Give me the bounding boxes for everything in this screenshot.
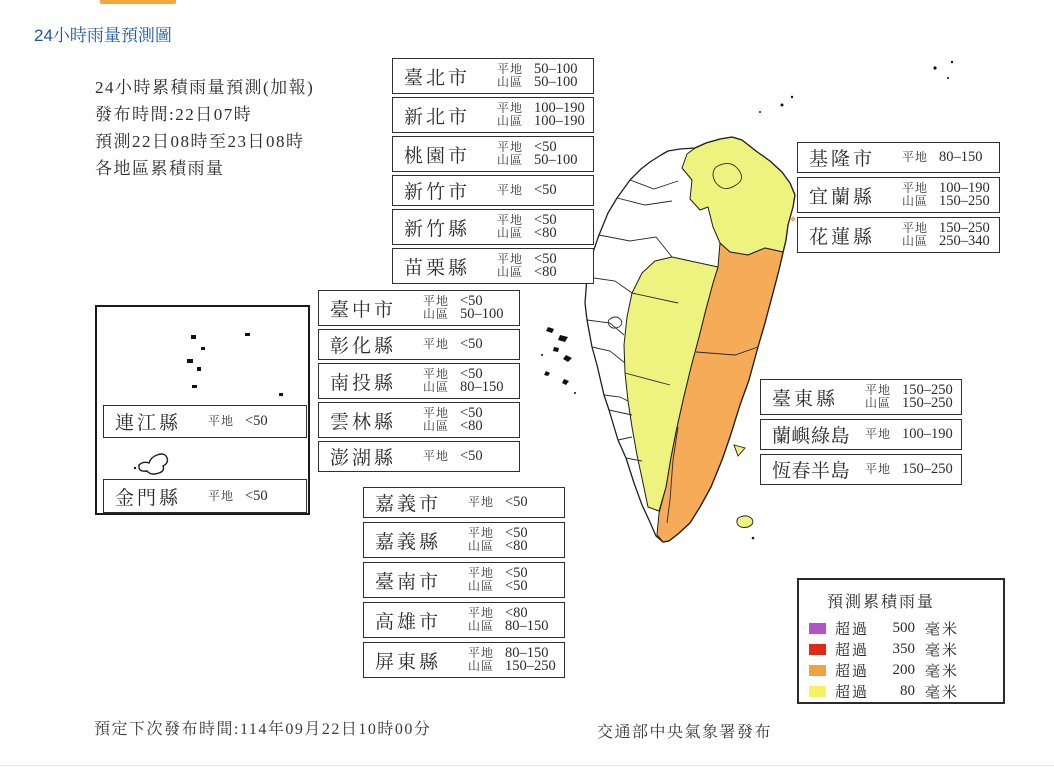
region-name: 連江縣 <box>115 413 182 434</box>
plain-label: 平地 <box>497 183 524 197</box>
plain-label: 平地 <box>497 140 524 154</box>
region-box-changhua <box>318 329 520 360</box>
region-name: 臺中市 <box>330 299 397 321</box>
plain-value: <50 <box>505 494 528 510</box>
legend-value: 350 <box>892 641 916 657</box>
green-island <box>734 445 745 456</box>
plain-value: <50 <box>534 212 557 228</box>
plain-value: 100–190 <box>534 100 585 116</box>
plain-label: 平地 <box>497 62 524 76</box>
plain-value: <50 <box>534 182 557 198</box>
plain-label: 平地 <box>423 449 450 463</box>
plain-value: <50 <box>534 139 557 155</box>
region-name: 屏東縣 <box>375 651 442 673</box>
region-box-taoyuan <box>392 136 594 172</box>
region-box-kinmen <box>103 479 307 513</box>
region-name: 苗栗縣 <box>404 257 471 279</box>
region-box-taipei <box>392 58 594 94</box>
mountain-value: <50 <box>505 578 528 594</box>
plain-label: 平地 <box>423 406 450 420</box>
region-name: 臺東縣 <box>772 388 839 410</box>
plain-value: <50 <box>505 565 528 581</box>
region-box-taichung <box>318 290 520 326</box>
plain-value: 80–150 <box>939 149 983 165</box>
region-name: 花蓮縣 <box>809 226 876 248</box>
plain-value: <50 <box>460 366 483 382</box>
plain-label: 平地 <box>497 213 524 227</box>
plain-value: <50 <box>245 487 268 504</box>
mountain-label: 山區 <box>497 75 524 89</box>
bottom-divider <box>0 765 1054 766</box>
forecast-header <box>95 74 314 182</box>
plain-label: 平地 <box>902 181 929 195</box>
legend-value: 200 <box>892 662 916 678</box>
plain-label: 平地 <box>902 221 929 235</box>
mountain-label: 山區 <box>497 226 524 240</box>
forecast-title: 24小時累積雨量預測(加報) <box>95 78 315 97</box>
mountain-label: 山區 <box>423 419 450 433</box>
legend-value: 80 <box>900 683 916 699</box>
issue-time: 發布時間:22日07時 <box>95 105 253 124</box>
issuing-agency: 交通部中央氣象署發布 <box>597 724 773 741</box>
region-box-hsinchu-county <box>392 209 594 245</box>
mountain-value: 80–150 <box>460 379 504 395</box>
region-box-penghu <box>318 441 520 472</box>
region-name: 南投縣 <box>330 372 397 394</box>
region-box-chiayi-county <box>363 522 565 558</box>
plain-value: 50–100 <box>534 61 578 77</box>
region-column-central <box>318 290 520 472</box>
mountain-value: 50–100 <box>534 74 578 90</box>
valid-period: 預測22日08時至23日08時 <box>95 132 305 151</box>
legend-panel <box>797 578 1005 704</box>
plain-value: <50 <box>245 413 268 429</box>
region-name: 新北市 <box>404 106 471 128</box>
region-box-chiayi-city <box>363 487 565 518</box>
region-box-keelung <box>797 142 1000 173</box>
region-column-southeast <box>760 379 962 485</box>
region-box-yunlin <box>318 402 520 438</box>
mountain-label: 山區 <box>902 194 929 208</box>
mountain-value: 150–250 <box>902 395 953 411</box>
region-box-hsinchu-city <box>392 175 594 206</box>
region-column-south <box>363 487 565 678</box>
region-name: 雲林縣 <box>330 411 397 433</box>
mountain-value: 50–100 <box>534 152 578 168</box>
plain-label: 平地 <box>468 606 495 620</box>
legend-swatch-orange <box>809 665 826 676</box>
plain-value: 100–190 <box>902 426 953 442</box>
mountain-value: 100–190 <box>534 113 585 129</box>
plain-label: 平地 <box>497 252 524 266</box>
legend-swatch-yellow <box>809 686 826 697</box>
map-region-north-over80 <box>682 137 795 255</box>
mountain-value: <80 <box>505 538 528 554</box>
mountain-value: <80 <box>534 225 557 241</box>
plain-value: <50 <box>460 293 483 309</box>
mountain-value: 150–250 <box>939 193 990 209</box>
mountain-label: 山區 <box>423 307 450 321</box>
plain-label: 平地 <box>468 646 495 660</box>
region-box-lanyu-green-island <box>760 419 962 450</box>
region-name: 嘉義縣 <box>375 531 442 553</box>
region-name: 桃園市 <box>404 145 471 167</box>
mountain-value: <80 <box>534 264 557 280</box>
mountain-label: 山區 <box>497 153 524 167</box>
plain-label: 平地 <box>865 462 892 476</box>
plain-label: 平地 <box>468 495 495 509</box>
legend-title: 預測累積雨量 <box>827 594 936 611</box>
plain-label: 平地 <box>902 150 929 164</box>
next-issue-time: 預定下次發布時間:114年09月22日10時00分 <box>94 721 432 738</box>
page-title-tab[interactable]: 24小時雨量預測圖 <box>34 26 172 45</box>
region-box-kaohsiung <box>363 602 565 638</box>
region-name: 新竹縣 <box>404 218 471 240</box>
region-name: 彰化縣 <box>330 336 397 357</box>
mountain-label: 山區 <box>865 396 892 410</box>
region-box-yilan <box>797 177 1000 213</box>
region-box-nantou <box>318 363 520 399</box>
plain-label: 平地 <box>423 337 450 351</box>
plain-label: 平地 <box>497 101 524 115</box>
region-box-pingtung <box>363 642 565 678</box>
penghu-islands <box>541 327 576 394</box>
plain-value: <80 <box>505 605 528 621</box>
mountain-label: 山區 <box>468 539 495 553</box>
region-box-new-taipei <box>392 97 594 133</box>
mountain-label: 山區 <box>902 234 929 248</box>
legend-swatch-purple <box>809 623 826 634</box>
plain-value: <50 <box>534 251 557 267</box>
mountain-value: 150–250 <box>505 658 556 674</box>
legend-row-500: 超過 500 毫米 <box>799 618 1003 639</box>
region-name: 宜蘭縣 <box>809 186 876 208</box>
plain-value: 80–150 <box>505 645 549 661</box>
region-box-hualien <box>797 217 1000 253</box>
plain-label: 平地 <box>423 294 450 308</box>
plain-value: <50 <box>460 448 483 464</box>
plain-label: 平地 <box>865 383 892 397</box>
region-box-taitung <box>760 379 962 415</box>
region-name: 金門縣 <box>115 487 182 509</box>
mountain-value: 250–340 <box>939 233 990 249</box>
plain-value: <50 <box>460 405 483 421</box>
mountain-label: 山區 <box>468 579 495 593</box>
plain-label: 平地 <box>208 488 235 503</box>
plain-value: <50 <box>505 525 528 541</box>
active-tab-indicator <box>100 0 176 4</box>
mountain-value: <80 <box>460 418 483 434</box>
mountain-label: 山區 <box>423 380 450 394</box>
region-name: 臺北市 <box>404 67 471 89</box>
region-box-tainan <box>363 562 565 598</box>
legend-row-80: 超過 80 毫米 <box>799 681 1003 702</box>
mountain-label: 山區 <box>497 265 524 279</box>
region-name: 臺南市 <box>375 571 442 593</box>
plain-value: <50 <box>460 336 483 352</box>
region-box-lienchiang <box>103 405 307 438</box>
mountain-label: 山區 <box>468 619 495 633</box>
mountain-label: 山區 <box>497 114 524 128</box>
forecast-subtitle: 各地區累積雨量 <box>95 159 225 178</box>
offshore-islands-panel <box>95 305 310 515</box>
plain-label: 平地 <box>208 414 235 428</box>
region-name: 新竹市 <box>404 182 471 203</box>
region-name: 高雄市 <box>375 611 442 633</box>
plain-label: 平地 <box>468 526 495 540</box>
region-column-north <box>392 58 594 284</box>
region-column-northeast <box>797 142 1000 253</box>
plain-value: 150–250 <box>902 461 953 477</box>
region-name: 恆春半島 <box>772 461 851 482</box>
legend-value: 500 <box>892 620 916 636</box>
legend-row-350: 超過 350 毫米 <box>799 639 1003 660</box>
legend-swatch-red <box>809 644 826 655</box>
plain-value: 150–250 <box>902 382 953 398</box>
region-name: 蘭嶼綠島 <box>772 426 851 447</box>
plain-value: 100–190 <box>939 180 990 196</box>
mountain-value: 50–100 <box>460 306 504 322</box>
region-name: 基隆市 <box>809 149 876 170</box>
plain-label: 平地 <box>468 566 495 580</box>
orchid-island <box>737 516 753 528</box>
region-box-miaoli <box>392 248 594 284</box>
kinmen-island-outline <box>133 449 177 475</box>
plain-label: 平地 <box>865 427 892 441</box>
region-box-hengchun-peninsula <box>760 454 962 485</box>
plain-label: 平地 <box>423 367 450 381</box>
legend-row-200: 超過 200 毫米 <box>799 660 1003 681</box>
region-name: 嘉義市 <box>375 494 442 515</box>
mountain-value: 80–150 <box>505 618 549 634</box>
plain-value: 150–250 <box>939 220 990 236</box>
mountain-label: 山區 <box>468 659 495 673</box>
region-name: 澎湖縣 <box>330 448 397 469</box>
